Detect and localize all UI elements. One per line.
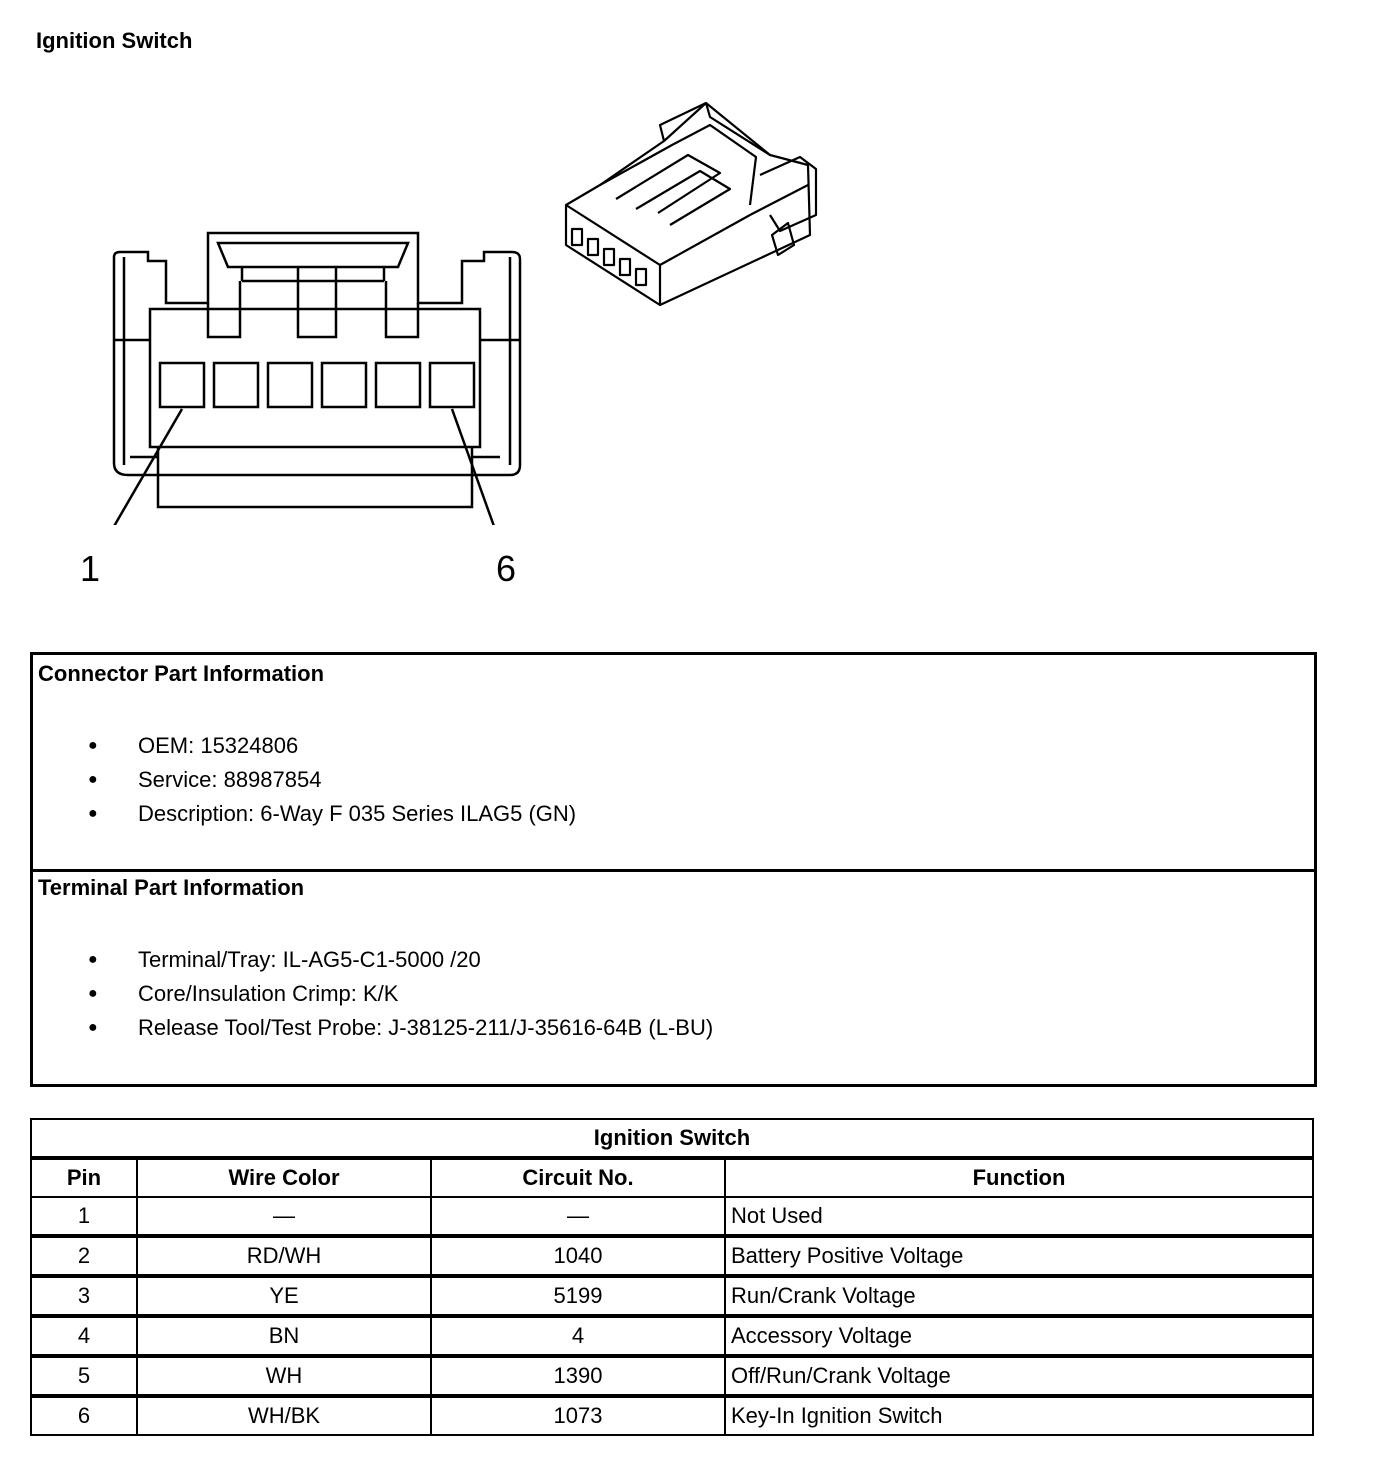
table-row — [31, 1197, 1313, 1236]
wire-color-cell: WH/BK — [137, 1396, 431, 1435]
page-title: Ignition Switch — [36, 28, 193, 53]
wire-color-cell: WH — [137, 1356, 431, 1396]
circuit-cell: 1390 — [431, 1356, 725, 1396]
list-item: ● OEM: 15324806 — [33, 729, 576, 763]
connector-isometric-view — [560, 95, 830, 310]
function-cell: Off/Run/Crank Voltage — [725, 1356, 1313, 1396]
circuit-cell: — — [431, 1197, 725, 1236]
circuit-cell: 1040 — [431, 1236, 725, 1276]
list-item: ● Description: 6-Way F 035 Series ILAG5 (GN) — [33, 797, 576, 831]
wire-color-cell: — — [137, 1197, 431, 1236]
pin-table — [30, 1118, 1314, 1436]
circuit-cell: 5199 — [431, 1276, 725, 1316]
pin-6-label: 6 — [496, 548, 517, 589]
circuit-cell: 4 — [431, 1316, 725, 1356]
connector-face-diagram — [100, 225, 540, 525]
header-pin: Pin — [31, 1158, 137, 1197]
pin-cell: 5 — [31, 1356, 137, 1396]
header-circuit-no: Circuit No. — [431, 1158, 725, 1197]
pin-cell: 6 — [31, 1396, 137, 1435]
wire-color-cell: YE — [137, 1276, 431, 1316]
header-function: Function — [725, 1158, 1313, 1197]
list-item: ● Core/Insulation Crimp: K/K — [33, 977, 713, 1011]
terminal-part-info-box — [30, 869, 1317, 1087]
connector-part-info-box — [30, 652, 1317, 872]
table-caption: Ignition Switch — [31, 1119, 1313, 1158]
table-row — [31, 1356, 1313, 1396]
terminal-info-heading: Terminal Part Information — [38, 875, 305, 900]
function-cell: Accessory Voltage — [725, 1316, 1313, 1356]
pin-cell: 3 — [31, 1276, 137, 1316]
function-cell: Battery Positive Voltage — [725, 1236, 1313, 1276]
pin-cell: 4 — [31, 1316, 137, 1356]
function-cell: Not Used — [725, 1197, 1313, 1236]
list-item: ● Service: 88987854 — [33, 763, 576, 797]
list-item: ● Terminal/Tray: IL-AG5-C1-5000 /20 — [33, 943, 713, 977]
connector-info-heading: Connector Part Information — [38, 661, 325, 686]
circuit-cell: 1073 — [431, 1396, 725, 1435]
function-cell: Key-In Ignition Switch — [725, 1396, 1313, 1435]
function-cell: Run/Crank Voltage — [725, 1276, 1313, 1316]
terminal-info-list — [33, 943, 713, 1045]
header-wire-color: Wire Color — [137, 1158, 431, 1197]
table-row — [31, 1396, 1313, 1435]
wire-color-cell: RD/WH — [137, 1236, 431, 1276]
list-item: ● Release Tool/Test Probe: J-38125-211/J-35616-64B (L-BU) — [33, 1011, 713, 1045]
pin-1-label: 1 — [80, 548, 101, 589]
connector-info-list — [33, 729, 576, 831]
pin-cell: 2 — [31, 1236, 137, 1276]
wire-color-cell: BN — [137, 1316, 431, 1356]
table-row — [31, 1316, 1313, 1356]
pin-cell: 1 — [31, 1197, 137, 1236]
table-row — [31, 1236, 1313, 1276]
table-row — [31, 1276, 1313, 1316]
